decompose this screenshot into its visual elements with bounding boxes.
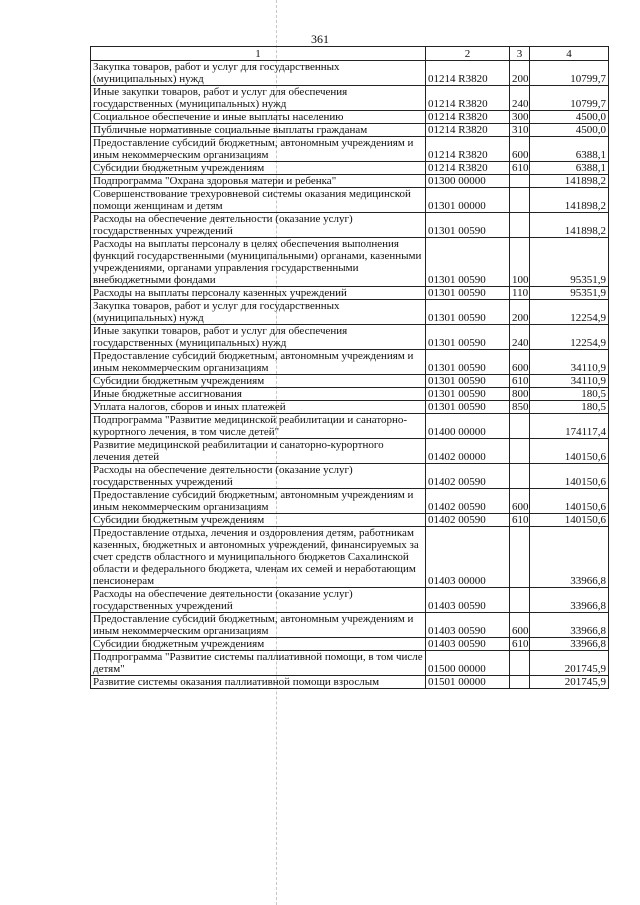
table-row [91,613,609,638]
row-code: 01402 00590 [426,514,510,527]
row-code: 01403 00590 [426,638,510,651]
row-amount: 10799,7 [530,86,609,111]
row-code: 01402 00590 [426,489,510,514]
row-name: Подпрограмма "Развитие медицинской реабилитации и санаторно-курортного лечения, в том числе детей" [91,414,426,439]
budget-table [90,46,609,689]
row-code: 01300 00000 [426,175,510,188]
table-row [91,61,609,86]
row-name: Предоставление субсидий бюджетным, автономным учреждениям и иным некоммерческим организациям [91,137,426,162]
row-amount: 140150,6 [530,439,609,464]
table-row [91,489,609,514]
row-name: Субсидии бюджетным учреждениям [91,514,426,527]
row-amount: 140150,6 [530,514,609,527]
row-amount: 4500,0 [530,124,609,137]
table-row [91,388,609,401]
row-amount: 95351,9 [530,287,609,300]
row-amount: 201745,9 [530,676,609,689]
row-amount: 4500,0 [530,111,609,124]
row-amount: 10799,7 [530,61,609,86]
row-type [510,213,530,238]
row-code: 01301 00590 [426,325,510,350]
row-code: 01403 00590 [426,588,510,613]
row-type: 600 [510,350,530,375]
row-type: 850 [510,401,530,414]
row-type [510,188,530,213]
row-type [510,464,530,489]
row-code: 01214 R3820 [426,137,510,162]
row-type: 200 [510,61,530,86]
row-type: 610 [510,638,530,651]
row-amount: 34110,9 [530,375,609,388]
page-number: 361 [311,32,329,46]
row-name: Закупка товаров, работ и услуг для государственных (муниципальных) нужд [91,61,426,86]
table-row [91,375,609,388]
header-row [91,47,609,61]
row-code: 01400 00000 [426,414,510,439]
row-type: 310 [510,124,530,137]
row-name: Закупка товаров, работ и услуг для государственных (муниципальных) нужд [91,300,426,325]
table-row [91,350,609,375]
table-row [91,651,609,676]
table-row [91,175,609,188]
row-amount: 12254,9 [530,325,609,350]
row-type: 300 [510,111,530,124]
row-code: 01402 00000 [426,439,510,464]
row-code: 01214 R3820 [426,86,510,111]
row-amount: 95351,9 [530,238,609,287]
row-name: Предоставление отдыха, лечения и оздоровления детям, работникам казенных, бюджетных и автономных учреждений, финансируемых за счет средств областного и муниципального бюджетов Сахалинской области и федерального бюджета, членам их семей и неработающим пенсионерам [91,527,426,588]
header-col-3: 3 [510,47,530,61]
row-type: 200 [510,300,530,325]
row-name: Расходы на выплаты персоналу в целях обеспечения выполнения функций государственными (муниципальными) органами, казенными учреждениями, органами управления государственными внебюджетными фондами [91,238,426,287]
row-amount: 6388,1 [530,137,609,162]
row-name: Субсидии бюджетным учреждениям [91,162,426,175]
table-row [91,137,609,162]
row-name: Расходы на обеспечение деятельности (оказание услуг) государственных учреждений [91,213,426,238]
table-row [91,124,609,137]
row-code: 01500 00000 [426,651,510,676]
row-amount: 141898,2 [530,188,609,213]
header-col-2: 2 [426,47,510,61]
row-amount: 201745,9 [530,651,609,676]
row-name: Иные бюджетные ассигнования [91,388,426,401]
row-code: 01301 00000 [426,188,510,213]
row-name: Расходы на обеспечение деятельности (оказание услуг) государственных учреждений [91,588,426,613]
row-amount: 180,5 [530,388,609,401]
row-code: 01301 00590 [426,287,510,300]
row-type: 610 [510,514,530,527]
row-code: 01501 00000 [426,676,510,689]
row-type: 600 [510,489,530,514]
row-name: Развитие медицинской реабилитации и санаторно-курортного лечения детей [91,439,426,464]
row-amount: 6388,1 [530,162,609,175]
table-row [91,676,609,689]
row-amount: 141898,2 [530,213,609,238]
row-type [510,651,530,676]
row-code: 01214 R3820 [426,124,510,137]
row-code: 01403 00590 [426,613,510,638]
table-row [91,439,609,464]
row-code: 01301 00590 [426,300,510,325]
row-name: Публичные нормативные социальные выплаты гражданам [91,124,426,137]
table-row [91,588,609,613]
row-code: 01301 00590 [426,388,510,401]
row-type: 100 [510,238,530,287]
table-row [91,401,609,414]
row-name: Расходы на обеспечение деятельности (оказание услуг) государственных учреждений [91,464,426,489]
row-name: Субсидии бюджетным учреждениям [91,638,426,651]
table-row [91,638,609,651]
row-name: Подпрограмма "Развитие системы паллиативной помощи, в том числе детям" [91,651,426,676]
row-name: Субсидии бюджетным учреждениям [91,375,426,388]
row-type [510,414,530,439]
row-code: 01301 00590 [426,401,510,414]
table-row [91,514,609,527]
row-amount: 141898,2 [530,175,609,188]
row-code: 01214 R3820 [426,61,510,86]
row-code: 01301 00590 [426,213,510,238]
row-amount: 174117,4 [530,414,609,439]
row-name: Социальное обеспечение и иные выплаты населению [91,111,426,124]
row-type: 610 [510,375,530,388]
row-type: 600 [510,137,530,162]
row-amount: 33966,8 [530,527,609,588]
row-amount: 33966,8 [530,588,609,613]
row-code: 01301 00590 [426,350,510,375]
row-code: 01403 00000 [426,527,510,588]
row-amount: 33966,8 [530,638,609,651]
row-name: Расходы на выплаты персоналу казенных учреждений [91,287,426,300]
table-row [91,527,609,588]
row-name: Иные закупки товаров, работ и услуг для обеспечения государственных (муниципальных) нужд [91,86,426,111]
row-name: Предоставление субсидий бюджетным, автономным учреждениям и иным некоммерческим организациям [91,489,426,514]
row-type [510,676,530,689]
row-name: Уплата налогов, сборов и иных платежей [91,401,426,414]
row-name: Подпрограмма "Охрана здоровья матери и ребенка" [91,175,426,188]
row-amount: 140150,6 [530,464,609,489]
table-row [91,464,609,489]
row-type: 610 [510,162,530,175]
header-col-1: 1 [91,47,426,61]
row-type: 600 [510,613,530,638]
row-name: Совершенствование трехуровневой системы оказания медицинской помощи женщинам и детям [91,188,426,213]
row-amount: 12254,9 [530,300,609,325]
table-row [91,238,609,287]
table-row [91,300,609,325]
row-name: Иные закупки товаров, работ и услуг для обеспечения государственных (муниципальных) нужд [91,325,426,350]
row-amount: 140150,6 [530,489,609,514]
header-col-4: 4 [530,47,609,61]
row-type [510,588,530,613]
row-name: Развитие системы оказания паллиативной помощи взрослым [91,676,426,689]
row-name: Предоставление субсидий бюджетным, автономным учреждениям и иным некоммерческим организациям [91,613,426,638]
row-type [510,175,530,188]
row-amount: 34110,9 [530,350,609,375]
row-code: 01301 00590 [426,375,510,388]
row-code: 01402 00590 [426,464,510,489]
table-row [91,287,609,300]
table-row [91,188,609,213]
row-type [510,527,530,588]
row-code: 01301 00590 [426,238,510,287]
row-type: 240 [510,86,530,111]
table-row [91,325,609,350]
table-row [91,414,609,439]
table-row [91,213,609,238]
row-name: Предоставление субсидий бюджетным, автономным учреждениям и иным некоммерческим организациям [91,350,426,375]
row-amount: 180,5 [530,401,609,414]
row-type: 240 [510,325,530,350]
table-row [91,162,609,175]
row-code: 01214 R3820 [426,162,510,175]
row-code: 01214 R3820 [426,111,510,124]
row-type: 800 [510,388,530,401]
row-amount: 33966,8 [530,613,609,638]
row-type: 110 [510,287,530,300]
table-row [91,111,609,124]
row-type [510,439,530,464]
table-row [91,86,609,111]
